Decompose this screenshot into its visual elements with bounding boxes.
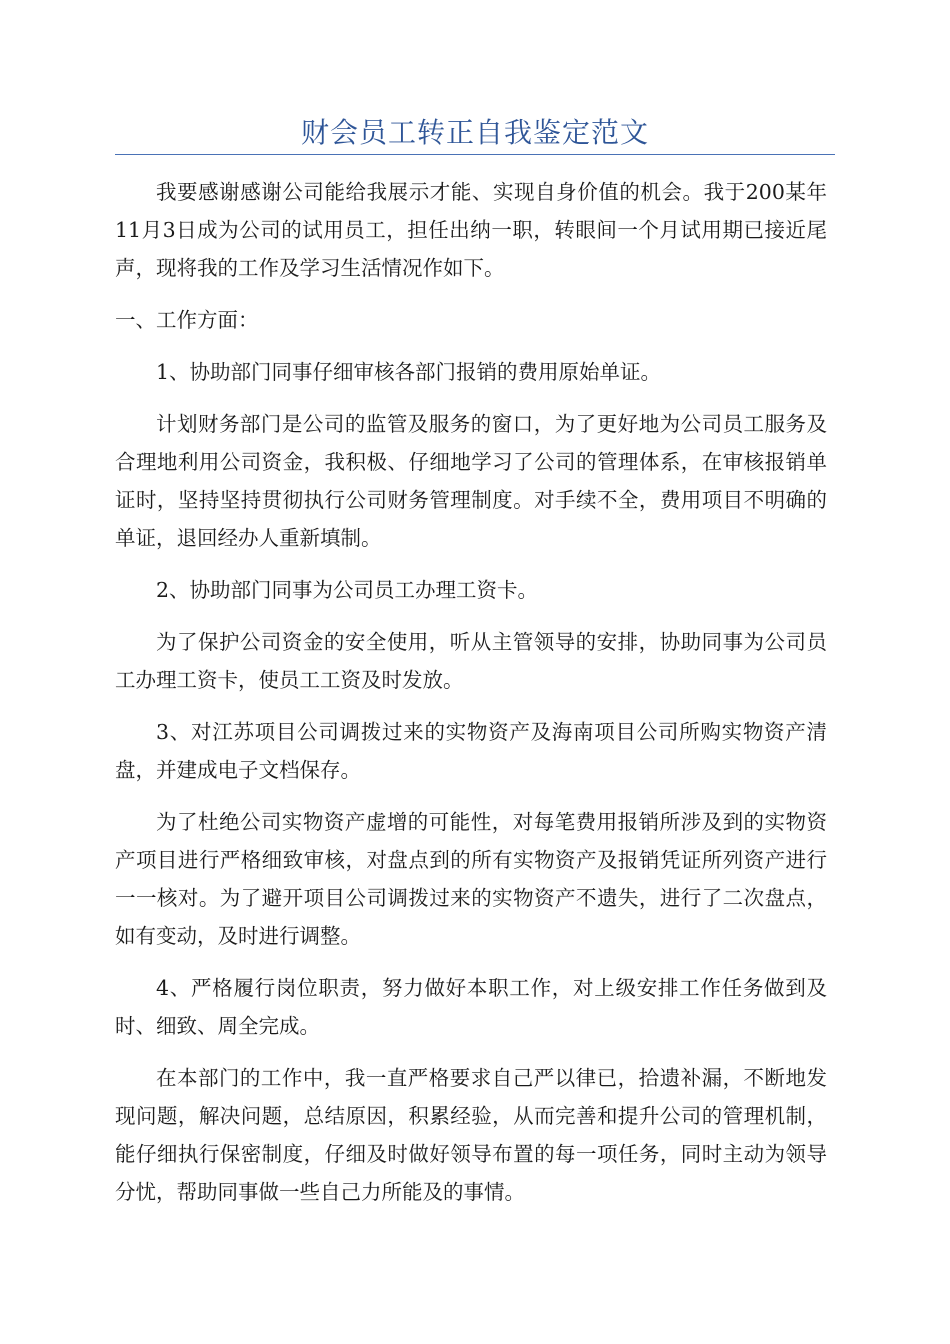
list-item-2: 2、协助部门同事为公司员工办理工资卡。	[156, 578, 539, 602]
section-heading-work: 一、工作方面：	[115, 308, 259, 332]
paragraph-item-4-detail: 在本部门的工作中，我一直严格要求自己严以律已，拾遗补漏，不断地发现问题，解决问题，总结原因，积累经验，从而完善和提升公司的管理机制，能仔细执行保密制度，仔细及时做好领导布置的每一项任务，同时主动为领导分忧，帮助同事做一些自己力所能及的事情。	[115, 1066, 827, 1204]
list-item-4: 4、严格履行岗位职责，努力做好本职工作，对上级安排工作任务做到及时、细致、周全完成。	[115, 976, 827, 1038]
paragraph-item-3-detail: 为了杜绝公司实物资产虚增的可能性，对每笔费用报销所涉及到的实物资产项目进行严格细致审核，对盘点到的所有实物资产及报销凭证所列资产进行一一核对。为了避开项目公司调拨过来的实物资产不遗失，进行了二次盘点，如有变动，及时进行调整。	[115, 810, 827, 948]
paragraph-item-2-detail: 为了保护公司资金的安全使用，听从主管领导的安排，协助同事为公司员工办理工资卡，使员工工资及时发放。	[115, 630, 827, 692]
list-item-3: 3、对江苏项目公司调拨过来的实物资产及海南项目公司所购实物资产清盘，并建成电子文档保存。	[115, 720, 827, 782]
paragraph-intro: 我要感谢感谢公司能给我展示才能、实现自身价值的机会。我于200某年11月3日成为公司的试用员工，担任出纳一职，转眼间一个月试用期已接近尾声，现将我的工作及学习生活情况作如下。	[115, 180, 827, 280]
title-underline	[115, 154, 835, 155]
paragraph-item-1-detail: 计划财务部门是公司的监管及服务的窗口，为了更好地为公司员工服务及合理地利用公司资金，我积极、仔细地学习了公司的管理体系，在审核报销单证时，坚持坚持贯彻执行公司财务管理制度。对手续不全，费用项目不明确的单证，退回经办人重新填制。	[115, 412, 827, 550]
document-body	[115, 173, 827, 1225]
list-item-1: 1、协助部门同事仔细审核各部门报销的费用原始单证。	[156, 360, 662, 384]
document-title: 财会员工转正自我鉴定范文	[300, 116, 649, 149]
